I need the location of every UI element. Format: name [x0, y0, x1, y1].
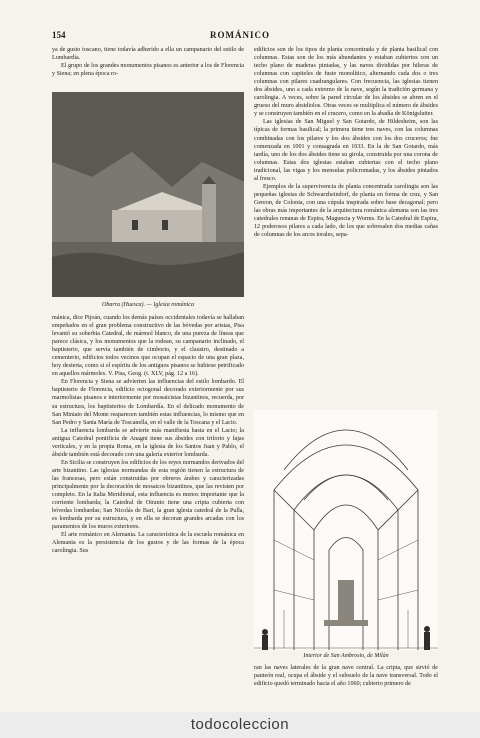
paragraph: El arte románico en Alemania. La característica de la escuela románica en Alemania es la persistencia de los gustos y de las formas de la época carolingia. Sus	[52, 532, 244, 555]
paragraph: edificios son de los tipos de planta concentrada y de planta basilical con columnas. Estas son de los más abundantes y estaban cubiertos con un techo plano de maderas pintadas, y las naves divididas por hileras de columnas con capiteles de fuste monolítico, alternando cada dos o tres columnas con pilares cuadrangulares. Con frecuencia, las iglesias tienen dos ábsides, uno a cada extremo de la nave, según la tradición germana y carolingia. A veces, sobre la pared circular de los ábsides se abren en el grueso del muro absidiolos. Otras veces se multiplica el número de ábsides y se construyen también en el crucero, como en la abadía de Königslutter.	[254, 47, 438, 118]
church-photograph	[52, 92, 244, 297]
paragraph: En Florencia y Siena se advierten las influencias del estilo lombardo. El baptisterio de Florencia, edificio octogonal decorado exteriormente por sus marmolistas pisanos e interiormente por mosaicistas bizantinos, recuerda, por su estructura, los baptisterios de Lombardía. En el delicado monumento de San Miniato del Monte reaparecen también estas influencias, lo mismo que en San Pedro y Santa María de Toscanella, en el valle de la Toscana y el Lacio.	[52, 379, 244, 426]
page-number: 154	[52, 30, 66, 40]
paragraph: En Sicilia se construyen los edificios de los reyes normandos derivados del arte bizantino. Las iglesias normandas de esta región tienen la estructura de las francesas, pero están construidas por obreros árabes y caracterizadas principalmente por la decoración de mosaicos bizantinos, que las revisten por completo. En la Italia Meridional, esta influencia es menos importante que la corriente lombarda; la Catedral de Otranto tiene una cripta cubierta con bóvedas lombardas; San Nicolás de Bari, la gran iglesia catedral de la Pulla, es lombarda por su estructura, y en ella se decoran grandes arcadas con los paramentos de los muros exteriores.	[52, 459, 244, 531]
running-head	[52, 30, 428, 42]
paragraph: ya de gusto toscano, tiene todavía adherido a ella un campanario del estilo de Lombardía.	[52, 47, 244, 62]
right-column-top-text	[254, 46, 438, 404]
paragraph: Las iglesias de San Miguel y San Gotardo, de Hildesheim, son las típicas de formas basilical; la primera tiene tres naves, con las columnas combinadas con los pilares y los dos ábsides con los dos cruceros; fue comenzada en 1001 y consagrada en 1033. En la de San Gotardo, más tardía, uno de los dos ábsides tiene su girola, construida por una corona de columnas. Estas dos iglesias estaban cubiertas con el techo plano tradicional, las vigas y los mensulas policromadas, y los ábsides pintados al fresco.	[254, 119, 438, 182]
paragraph: El grupo de los grandes monumentos pisanos es anterior a los de Florencia y Siena; en plena época ro-	[52, 63, 244, 78]
right-column-bottom-text	[254, 664, 438, 706]
paragraph: ran las naves laterales de la gran nave central. La cripta, que sirvió de panteón real, ocupa el ábside y el subsuelo de la nave transversal. Todo el edificio quedó terminado hacia el año 1060; cubierto primero de	[254, 665, 438, 688]
section-title: ROMÁNICO	[210, 30, 270, 40]
paragraph: Ejemplos de la supervivencia de planta concentrada carolingia son las pequeñas iglesias de Schwarzheindorf, de planta en forma de cruz, y San Gereon, de Colonia, con una cúpula inspirada sobre base decagonal; pero las obras más importantes de la arquitectura románica alemana son las tres catedrales renanas de Espira, Maguncia y Worms. En la Catedral de Espira, 12 poderosos pilares a cada lado, de los que sobresalen dos medias cañas de columnas de los arcos torales, sepa-	[254, 183, 438, 239]
cathedral-interior-engraving	[254, 410, 438, 650]
paragraph: La influencia lombarda se advierte más manifiesta hasta en el Lacio; la antigua Catedral pontificia de Anagni tiene sus ábsides con triforio y fajas verticales, y en la propia Roma, en la iglesia de los Santos Juan y Pablo, el ábside también está decorado con una galería exterior lombarda.	[52, 427, 244, 458]
left-column-top-text	[52, 46, 244, 78]
left-column-bottom-text	[52, 314, 244, 706]
watermark-banner: todocoleccion	[0, 712, 480, 738]
paragraph: mánica, dice Pijoán, cuando los demás países occidentales todavía se hallaban empeñados en el gran problema constructivo de las bóvedas por aristas, Pisa levantó su soberbia Catedral, de mármol blanco, de una pureza de líneas que parece clásica, y los monumentos que la rodean, su campanario inclinado, el baptisterio, que servía también de cimborio, y el claustro, destinado a cementerio, edificios todos vecinos que ocupan el espacio de una gran plaza, hoy desierta, como si el espíritu de los antiguos pisanos se hubiese petrificado en aquellos mármoles. V. Pisa, Geog. (t. XLV, pág. 12 a 16).	[52, 315, 244, 378]
photo-caption: Obarra (Huesca). — Iglesia románica	[102, 302, 194, 308]
engraving-caption: Interior de San Ambrosio, de Milán	[303, 653, 389, 659]
